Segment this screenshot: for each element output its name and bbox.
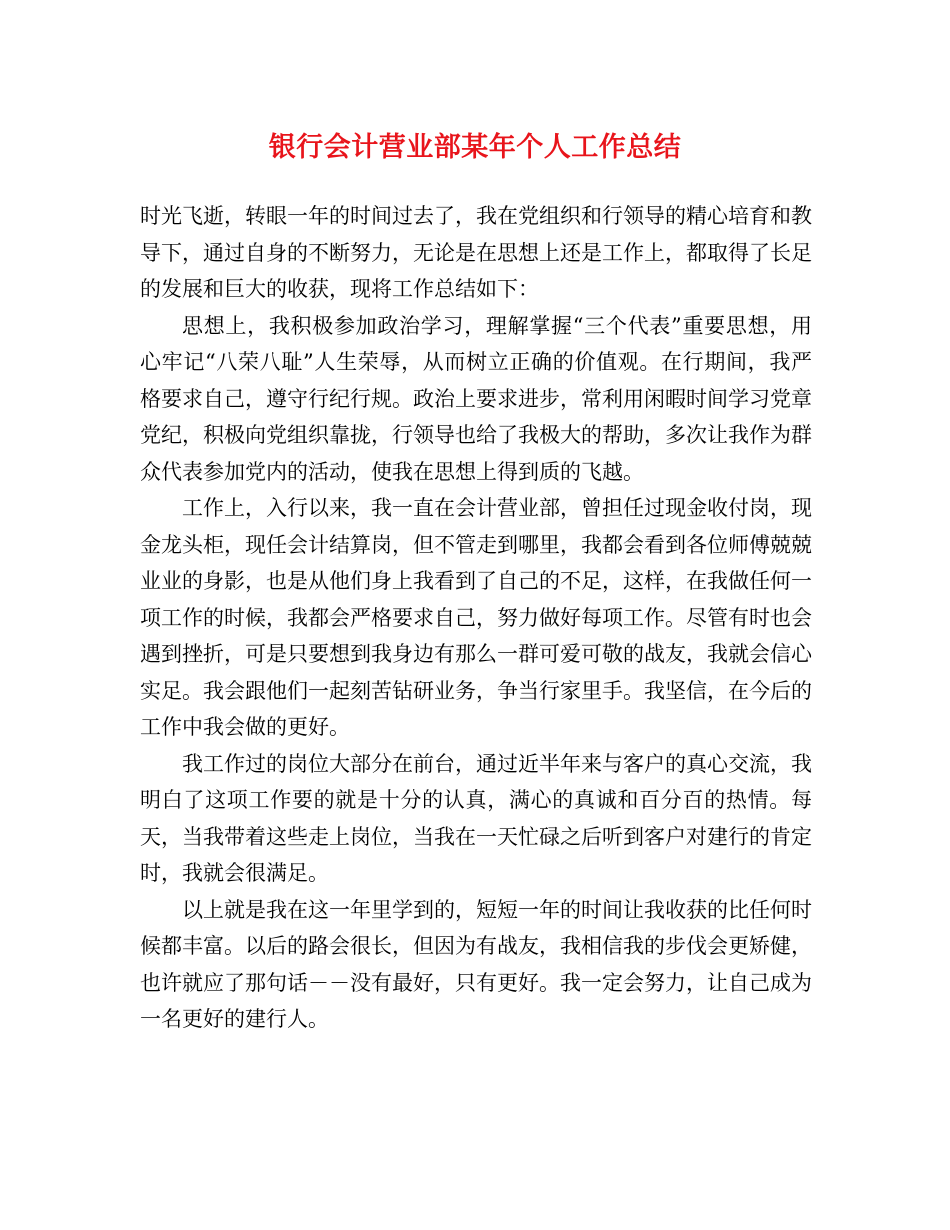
paragraph-intro: 时光飞逝，转眼一年的时间过去了，我在党组织和行领导的精心培育和教导下，通过自身的不断努力，无论是在思想上还是工作上，都取得了长足的发展和巨大的收获，现将工作总结如下： bbox=[140, 204, 812, 301]
paragraph-customer-service: 我工作过的岗位大部分在前台，通过近半年来与客户的真心交流，我明白了这项工作要的就是十分的认真，满心的真诚和百分百的热情。每天，当我带着这些走上岗位，当我在一天忙碌之后听到客户对建行的肯定时，我就会很满足。 bbox=[140, 751, 812, 885]
paragraph-conclusion: 以上就是我在这一年里学到的，短短一年的时间让我收获的比任何时候都丰富。以后的路会很长，但因为有战友，我相信我的步伐会更矫健，也许就应了那句话－－没有最好，只有更好。我一定会努力，让自己成为一名更好的建行人。 bbox=[140, 897, 812, 1031]
document-body bbox=[140, 198, 812, 1038]
document-title: 银行会计营业部某年个人工作总结 bbox=[268, 132, 682, 163]
paragraph-work: 工作上，入行以来，我一直在会计营业部，曾担任过现金收付岗，现金龙头柜，现任会计结算岗，但不管走到哪里，我都会看到各位师傅兢兢业业的身影，也是从他们身上我看到了自己的不足，这样，在我做任何一项工作的时候，我都会严格要求自己，努力做好每项工作。尽管有时也会遇到挫折，可是只要想到我身边有那么一群可爱可敬的战友，我就会信心实足。我会跟他们一起刻苦钻研业务，争当行家里手。我坚信，在今后的工作中我会做的更好。 bbox=[140, 496, 812, 739]
paragraph-ideology: 思想上，我积极参加政治学习，理解掌握“三个代表”重要思想，用心牢记“八荣八耻”人生荣辱，从而树立正确的价值观。在行期间，我严格要求自己，遵守行纪行规。政治上要求进步，常利用闲暇时间学习党章党纪，积极向党组织靠拢，行领导也给了我极大的帮助，多次让我作为群众代表参加党内的活动，使我在思想上得到质的飞越。 bbox=[140, 313, 812, 484]
